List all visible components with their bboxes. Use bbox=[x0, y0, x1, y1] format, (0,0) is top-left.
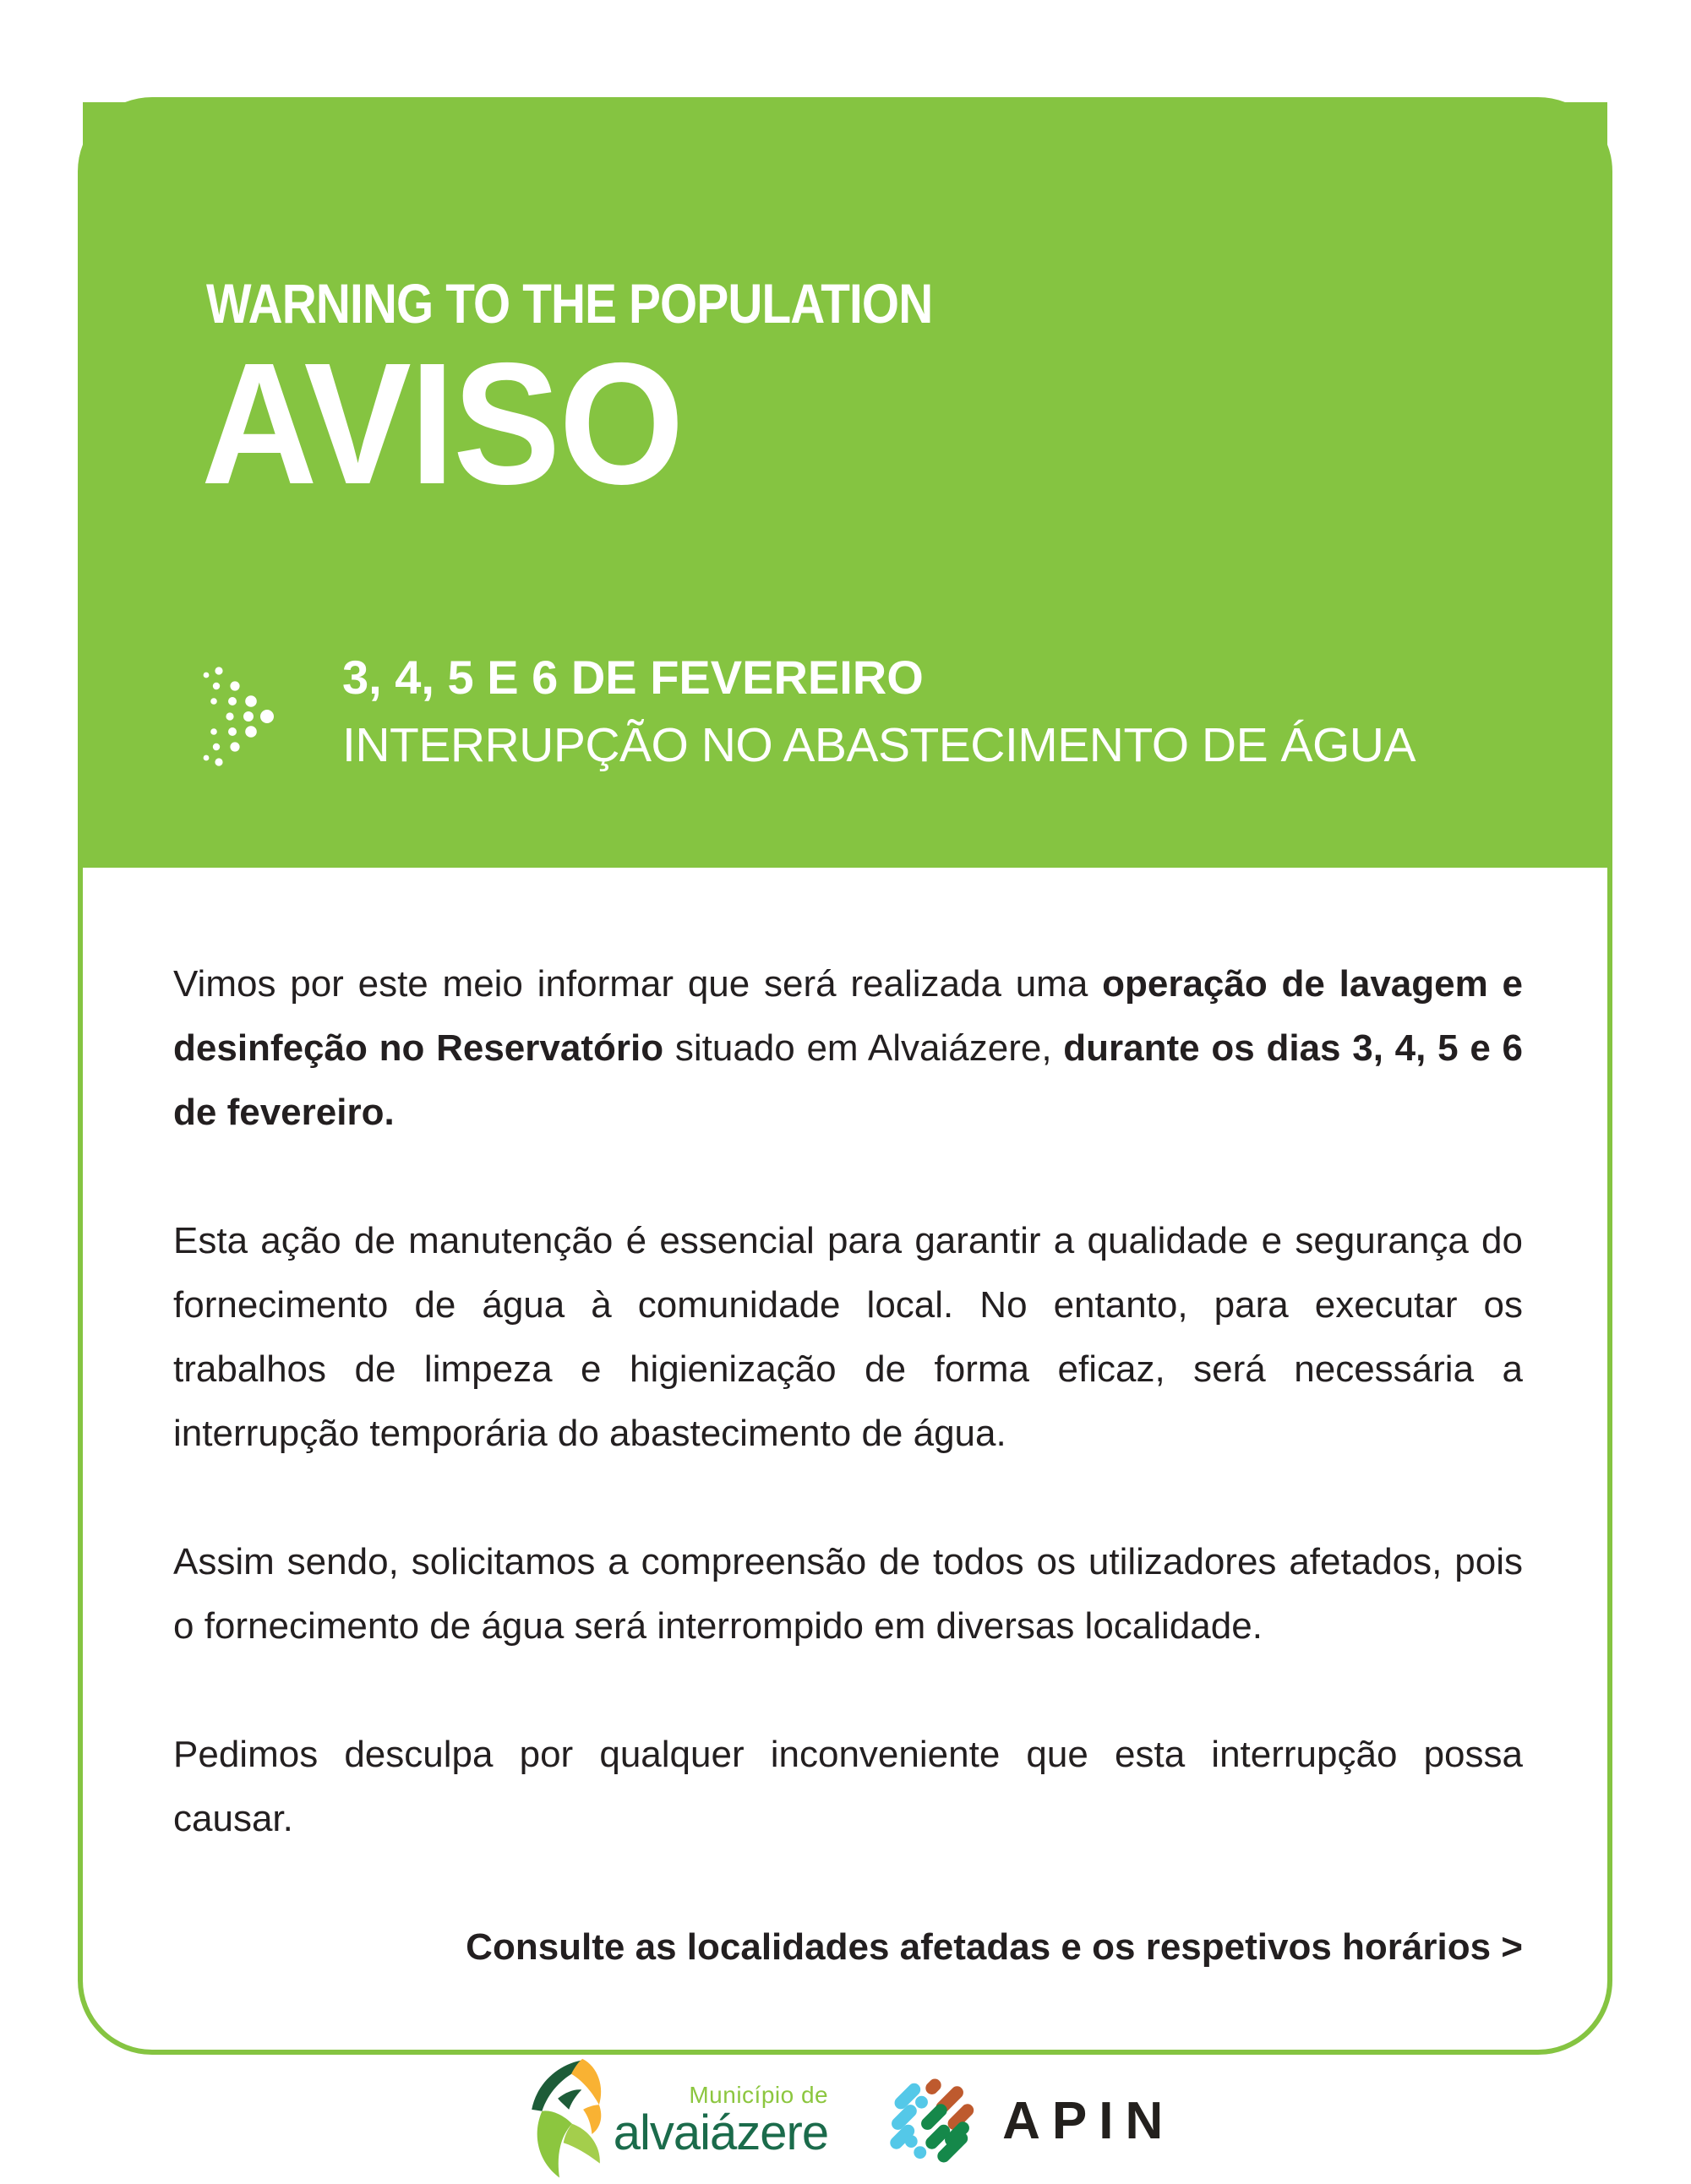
notice-header bbox=[83, 102, 1607, 868]
alvaiazere-tagline: Município de bbox=[689, 2082, 829, 2108]
notice-paragraph: Esta ação de manutenção é essencial para garantir a qualidade e segurança do fornecimento de água à comunidade local. No entanto, para executar os trabalhos de limpeza e higienização de forma eficaz, será necessária a interrupção temporária do abastecimento de água. bbox=[173, 1220, 1523, 1454]
notice-paragraph: Vimos por este meio informar que será realizada uma operação de lavagem e desinfeção no Reservatório situado em Alvaiázere, durante os dias 3, 4, 5 e 6 de fevereiro. bbox=[173, 963, 1523, 1133]
notice-paragraphs bbox=[173, 952, 1523, 1851]
alvaiazere-logo bbox=[521, 2057, 828, 2184]
warning-eyebrow: WARNING TO THE POPULATION bbox=[206, 272, 933, 335]
apin-dots-icon bbox=[889, 2076, 984, 2165]
notice-card bbox=[78, 97, 1612, 2160]
notice-body bbox=[83, 868, 1607, 2184]
footer-logos bbox=[173, 2057, 1523, 2184]
apin-logo bbox=[889, 2076, 1175, 2165]
apin-wordmark: APIN bbox=[1002, 2091, 1176, 2150]
alvaiazere-flower-icon bbox=[521, 2057, 610, 2184]
date-line: 3, 4, 5 E 6 DE FEVEREIRO bbox=[342, 651, 924, 704]
notice-paragraph: Pedimos desculpa por qualquer inconveniente que esta interrupção possa causar. bbox=[173, 1734, 1523, 1839]
cta-line[interactable]: Consulte as localidades afetadas e os respetivos horários > bbox=[466, 1926, 1523, 1968]
notice-paragraph: Assim sendo, solicitamos a compreensão de todos os utilizadores afetados, pois o fornecimento de água será interrompido em diversas localidade. bbox=[173, 1541, 1523, 1647]
alvaiazere-wordmark: alvaiázere bbox=[613, 2105, 829, 2160]
subtitle-line: INTERRUPÇÃO NO ABASTECIMENTO DE ÁGUA bbox=[342, 718, 1416, 772]
dotted-chevron-right-icon bbox=[201, 653, 281, 780]
notice-title: AVISO bbox=[201, 327, 683, 520]
